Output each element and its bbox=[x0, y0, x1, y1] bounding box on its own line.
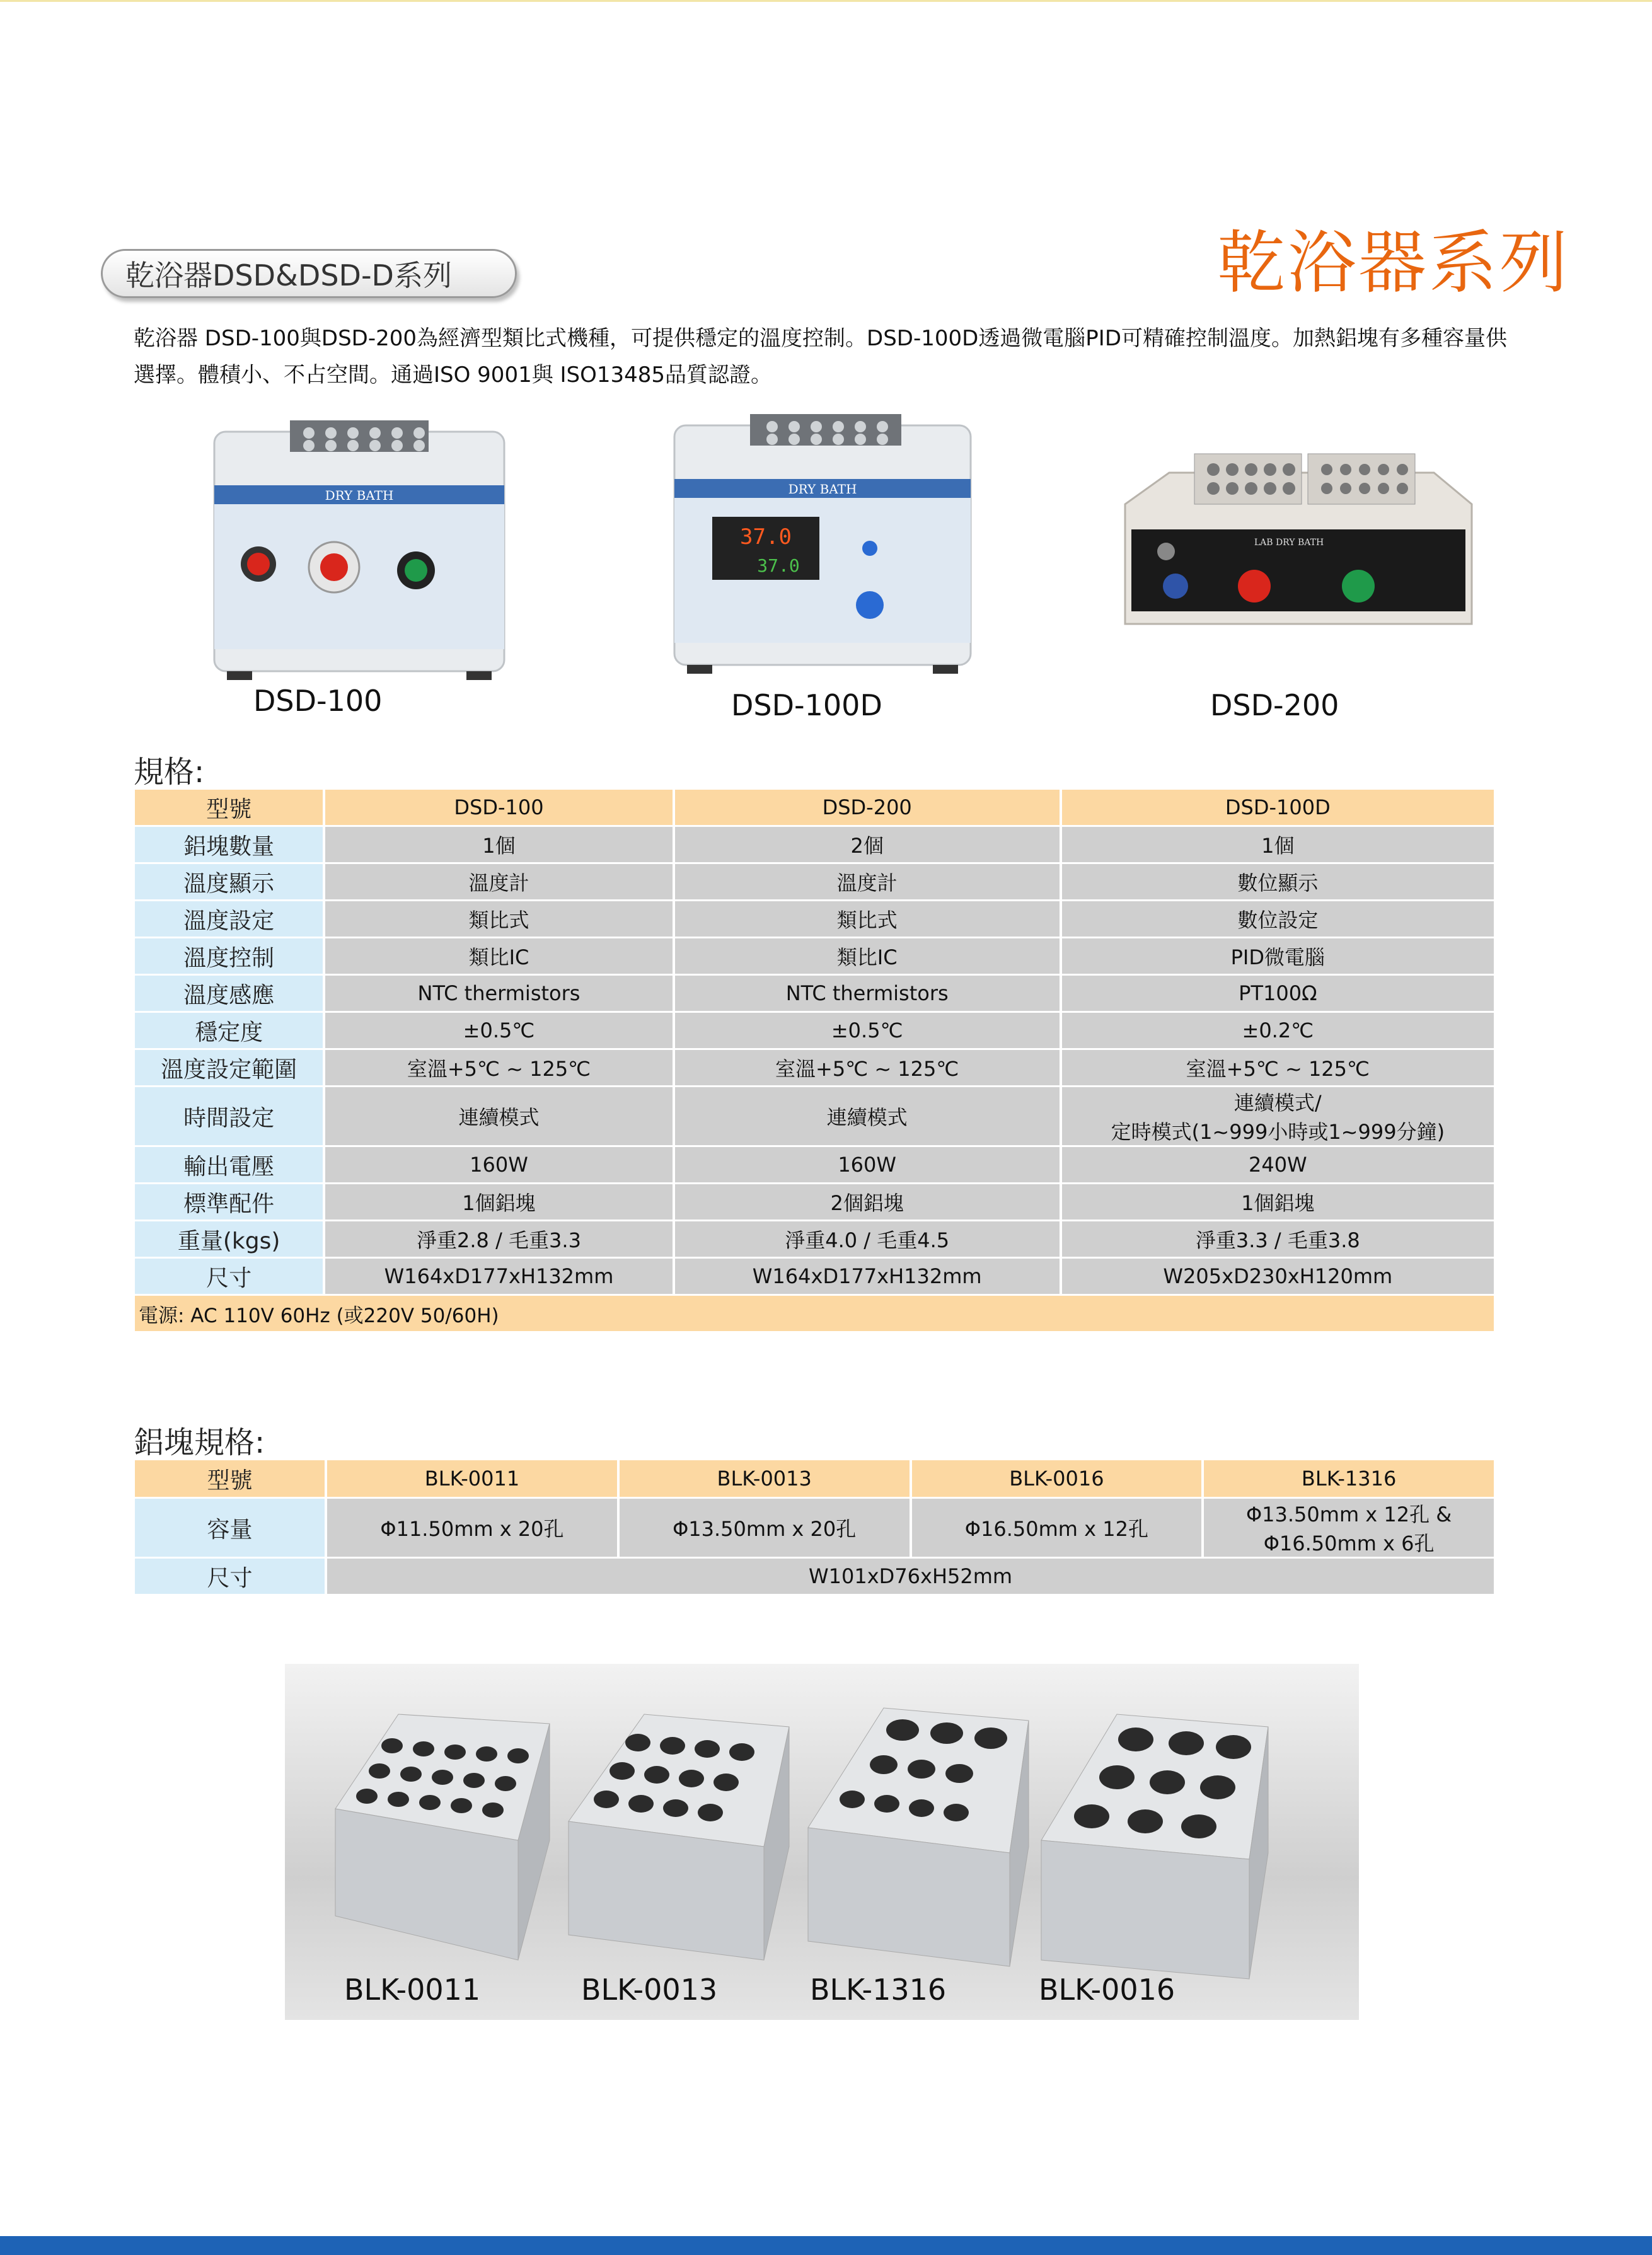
panel-label: DRY BATH bbox=[325, 488, 394, 503]
block-1316 bbox=[808, 1708, 1029, 1966]
series-title: 乾浴器系列 bbox=[1216, 224, 1570, 303]
block-photo bbox=[285, 1664, 1359, 2020]
spec-col-1: DSD-100 bbox=[325, 790, 672, 825]
table-cell: 連續模式 bbox=[675, 1087, 1060, 1145]
block-label-3: BLK-1316 bbox=[810, 1973, 947, 2007]
table-cell: 溫度計 bbox=[325, 864, 672, 899]
product-image-dsd-100d bbox=[668, 413, 977, 678]
table-cell: 數位設定 bbox=[1062, 901, 1494, 937]
table-cell: 淨重2.8 / 毛重3.3 bbox=[325, 1221, 672, 1257]
row-label: 溫度顯示 bbox=[135, 864, 323, 899]
block-0011 bbox=[335, 1714, 550, 1960]
block-col-1: BLK-0011 bbox=[327, 1460, 617, 1497]
table-cell: 2個鋁塊 bbox=[675, 1184, 1060, 1220]
row-label: 標準配件 bbox=[135, 1184, 323, 1220]
table-cell: W164xD177xH132mm bbox=[675, 1259, 1060, 1294]
intro-line-1: 乾浴器 DSD-100與DSD-200為經濟型類比式機種，可提供穩定的溫度控制。DSD-100D透過微電腦PID可精確控制溫度。加熱鋁塊有多種容量供 bbox=[134, 326, 1508, 351]
table-row bbox=[135, 827, 1494, 862]
block-spec-table bbox=[132, 1458, 1496, 1596]
spec-table bbox=[132, 788, 1496, 1333]
block-col-3: BLK-0016 bbox=[912, 1460, 1202, 1497]
table-cell: 淨重3.3 / 毛重3.8 bbox=[1062, 1221, 1494, 1257]
table-cell: 1個 bbox=[1062, 827, 1494, 862]
table-cell: ±0.5℃ bbox=[675, 1013, 1060, 1048]
table-cell: NTC thermistors bbox=[325, 976, 672, 1011]
table-row bbox=[135, 1147, 1494, 1182]
product-label-dsd-100: DSD-100 bbox=[253, 684, 383, 718]
row-label: 尺寸 bbox=[135, 1559, 325, 1594]
table-cell: PID微電腦 bbox=[1062, 938, 1494, 974]
row-label: 尺寸 bbox=[135, 1259, 323, 1294]
table-cell: 室溫+5℃ ~ 125℃ bbox=[325, 1050, 672, 1085]
row-label: 重量(kgs) bbox=[135, 1221, 323, 1257]
table-cell: 連續模式 bbox=[325, 1087, 672, 1145]
table-cell: 1個鋁塊 bbox=[1062, 1184, 1494, 1220]
table-row bbox=[135, 1013, 1494, 1048]
row-label: 溫度感應 bbox=[135, 976, 323, 1011]
table-cell: 240W bbox=[1062, 1147, 1494, 1182]
table-row bbox=[135, 901, 1494, 937]
table-cell: 溫度計 bbox=[675, 864, 1060, 899]
time-setting-line-2: 定時模式(1~999小時或1~999分鐘) bbox=[1111, 1120, 1445, 1144]
product-label-dsd-100d: DSD-100D bbox=[731, 688, 882, 722]
spec-col-3: DSD-100D bbox=[1062, 790, 1494, 825]
table-cell: W164xD177xH132mm bbox=[325, 1259, 672, 1294]
block-spec-title: 鋁塊規格: bbox=[134, 1425, 265, 1460]
block-illustration bbox=[285, 1664, 1359, 2020]
power-note: 電源: AC 110V 60Hz (或220V 50/60H) bbox=[135, 1296, 1494, 1331]
display-pv: 37.0 bbox=[740, 524, 792, 550]
table-cell: 160W bbox=[675, 1147, 1060, 1182]
table-cell: 1個鋁塊 bbox=[325, 1184, 672, 1220]
table-cell-multiline bbox=[1204, 1499, 1494, 1557]
block-col-4: BLK-1316 bbox=[1204, 1460, 1494, 1497]
row-label: 時間設定 bbox=[135, 1087, 323, 1145]
table-cell: 數位顯示 bbox=[1062, 864, 1494, 899]
block-label-4: BLK-0016 bbox=[1039, 1973, 1175, 2007]
row-label: 溫度設定 bbox=[135, 901, 323, 937]
table-cell: PT100Ω bbox=[1062, 976, 1494, 1011]
table-row bbox=[135, 1184, 1494, 1220]
panel-label: DRY BATH bbox=[788, 482, 857, 497]
table-row bbox=[135, 864, 1494, 899]
display-sv: 37.0 bbox=[757, 555, 800, 576]
table-row bbox=[135, 1050, 1494, 1085]
capacity-line-2: Φ16.50mm x 6孔 bbox=[1263, 1531, 1435, 1555]
row-label: 溫度設定範圍 bbox=[135, 1050, 323, 1085]
table-cell: W101xD76xH52mm bbox=[327, 1559, 1494, 1594]
block-col-0: 型號 bbox=[135, 1460, 325, 1497]
table-row bbox=[135, 1259, 1494, 1294]
table-row bbox=[135, 1499, 1494, 1557]
power-note-row bbox=[135, 1296, 1494, 1331]
block-header-row bbox=[135, 1460, 1494, 1497]
block-0013 bbox=[569, 1714, 789, 1960]
table-cell: 類比式 bbox=[675, 901, 1060, 937]
section-tab: 乾浴器DSD&DSD-D系列 bbox=[101, 249, 517, 298]
top-rule bbox=[0, 0, 1652, 2]
table-row bbox=[135, 976, 1494, 1011]
table-row bbox=[135, 1087, 1494, 1145]
table-cell: 類比IC bbox=[325, 938, 672, 974]
product-label-dsd-200: DSD-200 bbox=[1210, 688, 1339, 722]
table-cell-multiline bbox=[1062, 1087, 1494, 1145]
spec-col-2: DSD-200 bbox=[675, 790, 1060, 825]
table-cell: ±0.2℃ bbox=[1062, 1013, 1494, 1048]
row-label: 容量 bbox=[135, 1499, 325, 1557]
table-cell: NTC thermistors bbox=[675, 976, 1060, 1011]
footer-bar bbox=[0, 2236, 1652, 2255]
table-cell: W205xD230xH120mm bbox=[1062, 1259, 1494, 1294]
time-setting-line-1: 連續模式/ bbox=[1233, 1091, 1322, 1115]
capacity-line-1: Φ13.50mm x 12孔 & bbox=[1245, 1502, 1452, 1526]
table-cell: 1個 bbox=[325, 827, 672, 862]
table-cell: 淨重4.0 / 毛重4.5 bbox=[675, 1221, 1060, 1257]
intro-line-2: 選擇。體積小、不占空間。通過ISO 9001與 ISO13485品質認證。 bbox=[134, 362, 773, 388]
block-label-1: BLK-0011 bbox=[344, 1973, 481, 2007]
table-cell: ±0.5℃ bbox=[325, 1013, 672, 1048]
table-cell: 2個 bbox=[675, 827, 1060, 862]
table-row bbox=[135, 1221, 1494, 1257]
row-label: 穩定度 bbox=[135, 1013, 323, 1048]
table-cell: 類比IC bbox=[675, 938, 1060, 974]
spec-header-row bbox=[135, 790, 1494, 825]
table-cell: 室溫+5℃ ~ 125℃ bbox=[675, 1050, 1060, 1085]
block-col-2: BLK-0013 bbox=[620, 1460, 910, 1497]
intro-text bbox=[134, 320, 1577, 393]
table-cell: Φ11.50mm x 20孔 bbox=[327, 1499, 617, 1557]
table-cell: 室溫+5℃ ~ 125℃ bbox=[1062, 1050, 1494, 1085]
table-cell: 160W bbox=[325, 1147, 672, 1182]
spec-col-0: 型號 bbox=[135, 790, 323, 825]
row-label: 鋁塊數量 bbox=[135, 827, 323, 862]
row-label: 輸出電壓 bbox=[135, 1147, 323, 1182]
row-label: 溫度控制 bbox=[135, 938, 323, 974]
table-cell: 類比式 bbox=[325, 901, 672, 937]
block-label-2: BLK-0013 bbox=[581, 1973, 718, 2007]
block-0016 bbox=[1041, 1714, 1268, 1979]
panel-label: LAB DRY BATH bbox=[1254, 538, 1324, 548]
product-image-dsd-100 bbox=[208, 419, 511, 684]
table-row bbox=[135, 1559, 1494, 1594]
product-image-dsd-200 bbox=[1119, 435, 1478, 668]
spec-title: 規格: bbox=[134, 754, 205, 790]
table-cell: Φ13.50mm x 20孔 bbox=[620, 1499, 910, 1557]
table-cell: Φ16.50mm x 12孔 bbox=[912, 1499, 1202, 1557]
table-row bbox=[135, 938, 1494, 974]
